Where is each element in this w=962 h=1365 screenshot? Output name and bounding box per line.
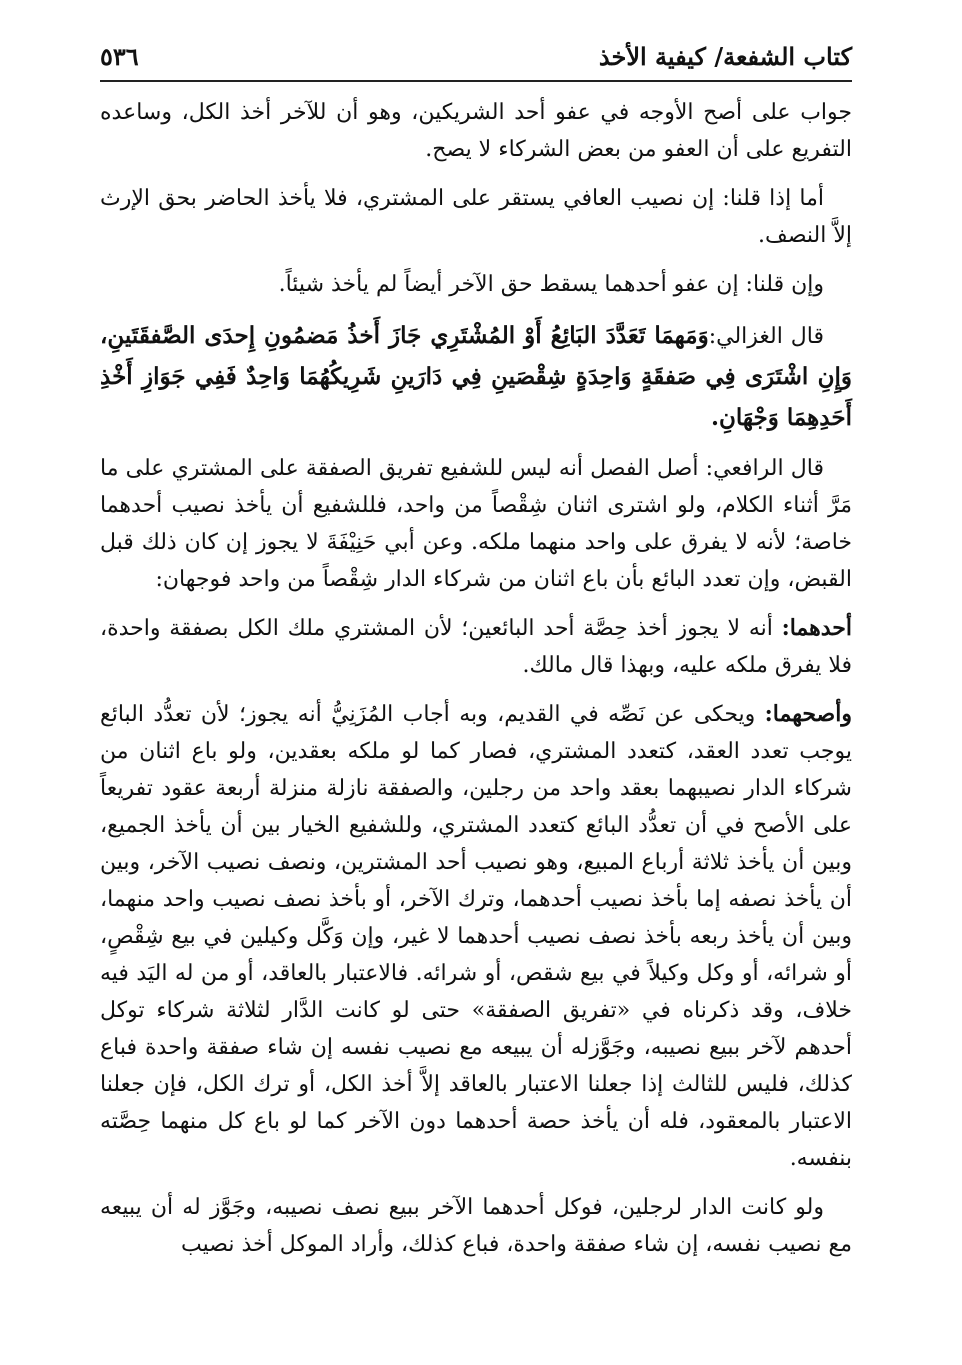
page-header [100,36,852,76]
paragraph-text: قال الرافعي: أصل الفصل أنه ليس للشفيع تفريق الصفقة على المشتري على ما مَرَّ أثناء الكلام، ولو اشترى اثنان شِقْصاً من واحد، فللشفيع أن يأخذ نصيب أحدهما خاصة؛ لأنه لا يفرق على واحد منهما ملكه. وعن أبي حَنِيْفَةَ لا يجوز إن كان ذلك قبل القبض، وإن تعدد البائع بأن باع اثنان من شركاء الدار شِقْصاً من واحد فوجهان: [100,456,852,592]
paragraph-lead: وأصحهما: [764,701,852,727]
header-rule [100,80,852,82]
paragraph-text: أما إذا قلنا: إن نصيب العافي يستقر على المشتري، فلا يأخذ الحاضر بحق الإرث إلاَّ النصف. [100,186,852,248]
page-number: ٥٣٦ [100,41,139,71]
paragraph-text: ويحكى عن نَصِّه في القديم، وبه أجاب المُزَنِيُّ أنه يجوز؛ لأن تعدُّد البائع يوجب تعدد العقد، كتعدد المشتري، فصار كما لو ملكه بعقدين، ولو باع اثنان من شركاء الدار نصيبهما بعقد واحد من رجلين، والصفقة نازلة منزلة أربعة عقود تفريعاً على الأصح في أن تعدُّد البائع كتعدد المشتري، وللشفيع الخيار بين أن يأخذ الجميع، وبين أن يأخذ ثلاثة أرباع المبيع، وهو نصيب أحد المشترين، ونصف نصيب الآخر، وبين أن يأخذ نصفه إما بأخذ نصيب أحدهما، وترك الآخر، أو بأخذ نصف نصيب واحد منهما، وبين أن يأخذ ربعه بأخذ نصف نصيب أحدهما لا غير، وإن وَكَّل وكيلين في بيع شِقْصٍ، أو شرائه، أو وكل وكيلاً في بيع شقص، أو شرائه. فالاعتبار بالعاقد، أو من له اليَد فيه خلاف، وقد ذكرناه في «تفريق الصفقة» حتى لو كانت الدَّار لثلاثة شركاء توكل أحدهم لآخر ببيع نصيبه، وجَوَّزله أن يبيعه مع نصيب نفسه إن شاء صفقة واحدة فباع كذلك، فليس للثالث إذا جعلنا الاعتبار بالعاقد إلاَّ أخذ الكل، أو ترك الكل، فإن جعلنا الاعتبار بالمعقود، فله أن يأخذ حصة أحدهما دون الآخر كما لو باع كل منهما حِصَّته بنفسه. [100,702,852,1171]
paragraph-text: وإن قلنا: إن عفو أحدهما يسقط حق الآخر أيضاً لم يأخذ شيئاً. [278,272,824,297]
paragraph-2 [100,180,852,254]
running-title: كتاب الشفعة/ كيفية الأخذ [598,41,852,71]
paragraph-ghazali [100,315,852,438]
paragraph-last [100,1189,852,1263]
paragraph-sound-view [100,696,852,1177]
paragraph-text: أنه لا يجوز أخذ حِصَّة أحد البائعين؛ لأن المشتري ملك الكل بصفقة واحدة، فلا يفرق ملكه عليه، وبهذا قال مالك. [100,616,852,678]
paragraph-first-view [100,610,852,684]
ghazali-quote: وَمَهمَا تَعَدَّدَ البَائِعُ أَوْ المُشْتَرِي جَازَ أَخذُ مَضمُونِ إِحدَى الصَّفقَتَينِ، وَإِنِ اشْتَرَى فِي صَفقَةٍ وَاحِدَةٍ شِقْصَينِ فِي دَارَينِ شَرِيكُهُمَا وَاحِدٌ فَفِي جَوَازِ أَخْذِ أَحَدِهِمَا وَجْهَانِ. [100,322,852,431]
paragraph-lead: أحدهما: [781,615,853,641]
page-body [100,94,852,1275]
paragraph-1 [100,94,852,168]
quote-lead: قال الغزالي: [708,324,824,349]
paragraph-text: جواب على أصح الأوجه في عفو أحد الشريكين، وهو أن للآخر أخذ الكل، وساعده التفريع على أن العفو من بعض الشركاء لا يصح. [100,100,852,162]
paragraph-text: ولو كانت الدار لرجلين، فوكل أحدهما الآخر ببيع نصف نصيبه، وجَوَّز له أن يبيعه مع نصيب نفسه، إن شاء صفقة واحدة، فباع كذلك، وأراد الموكل أخذ نصيب [100,1195,852,1257]
paragraph-3 [100,266,852,303]
paragraph-rafii [100,450,852,598]
